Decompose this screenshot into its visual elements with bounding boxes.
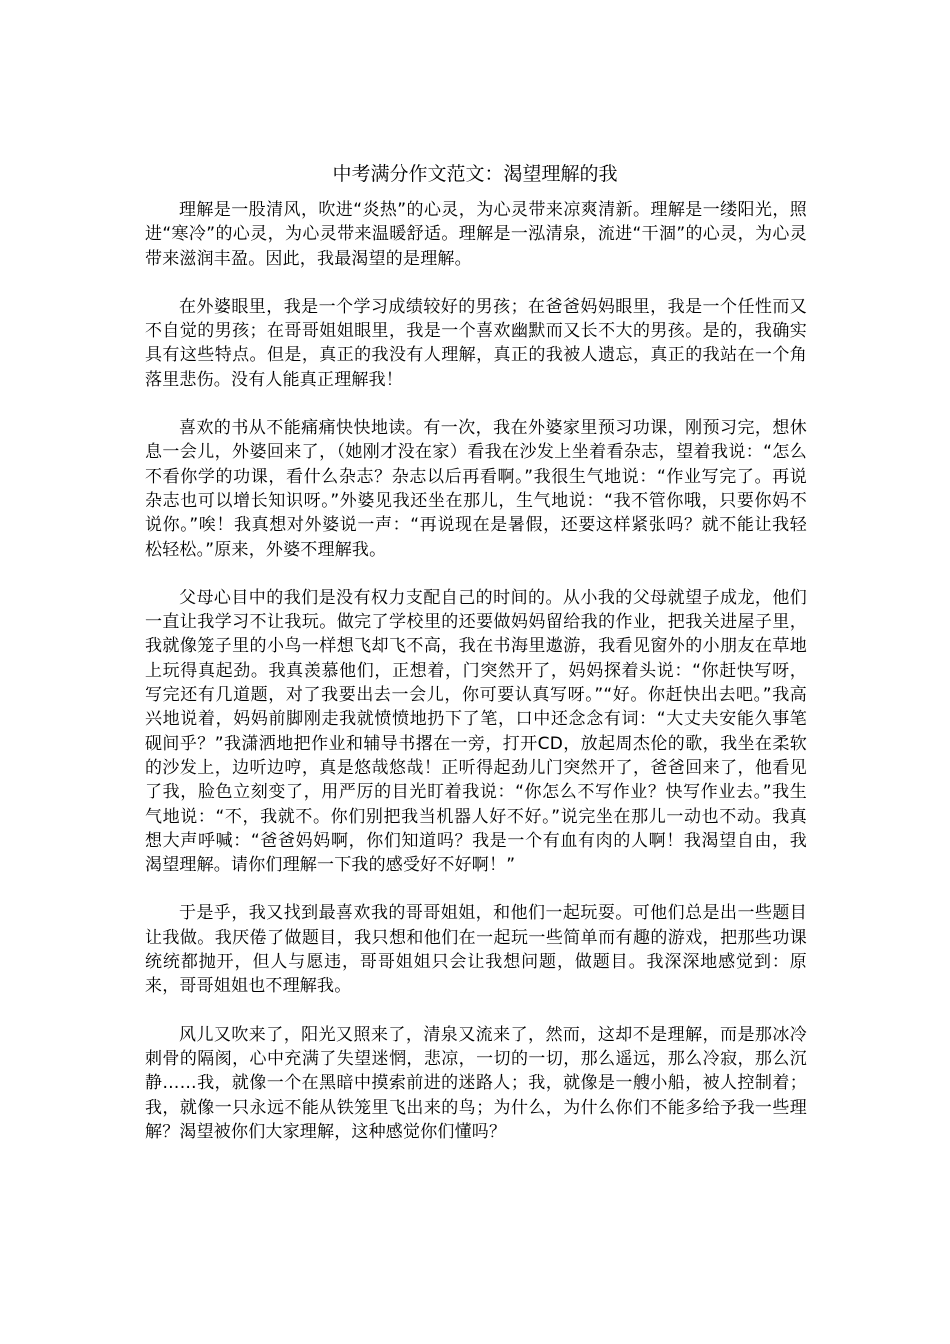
paragraph: 父母心目中的我们是没有权力支配自己的时间的。从小我的父母就望子成龙，他们一直让我学习不让我玩。做完了学校里的还要做妈妈留给我的作业，把我关进屋子里，我就像笼子里的小鸟一样想飞却飞不高，我在书海里遨游，我看见窗外的小朋友在草地上玩得真起劲。我真羡慕他们，正想着，门突然开了，妈妈探着头说：“你赶快写呀，写完还有几道题，对了我要出去一会儿，你可要认真写呀。”“好。你赶快出去吧。”我高兴地说着，妈妈前脚刚走我就愤愤地扔下了笔，口中还念念有词：“大丈夫安能久事笔砚间乎？”我潇洒地把作业和辅导书撂在一旁，打开CD，放起周杰伦的歌，我坐在柔软的沙发上，边听边哼，真是悠哉悠哉！正听得起劲儿门突然开了，爸爸回来了，他看见了我，脸色立刻变了，用严厉的目光盯着我说：“你怎么不写作业？快写作业去。”我生气地说：“不，我就不。你们别把我当机器人好不好。”说完坐在那儿一动也不动。我真想大声呼喊：“爸爸妈妈啊，你们知道吗？我是一个有血有肉的人啊！我渴望自由，我渴望理解。请你们理解一下我的感受好不好啊！” bbox=[145, 587, 807, 876]
document-body bbox=[145, 198, 807, 1168]
paragraph: 于是乎，我又找到最喜欢我的哥哥姐姐，和他们一起玩耍。可他们总是出一些题目让我做。我厌倦了做题目，我只想和他们在一起玩一些简单而有趣的游戏，把那些功课统统都抛开，但人与愿违，哥哥姐姐只会让我想问题，做题目。我深深地感觉到：原来，哥哥姐姐也不理解我。 bbox=[145, 903, 807, 997]
paragraph: 喜欢的书从不能痛痛快快地读。有一次，我在外婆家里预习功课，刚预习完，想休息一会儿，外婆回来了，（她刚才没在家）看我在沙发上坐着看杂志，望着我说：“怎么不看你学的功课，看什么杂志？杂志以后再看啊。”我很生气地说：“作业写完了。再说杂志也可以增长知识呀。”外婆见我还坐在那儿，生气地说：“我不管你哦，只要你妈不说你。”唉！我真想对外婆说一声：“再说现在是暑假，还要这样紧张吗？就不能让我轻松轻松。”原来，外婆不理解我。 bbox=[145, 418, 807, 560]
paragraph: 在外婆眼里，我是一个学习成绩较好的男孩；在爸爸妈妈眼里，我是一个任性而又不自觉的男孩；在哥哥姐姐眼里，我是一个喜欢幽默而又长不大的男孩。是的，我确实具有这些特点。但是，真正的我没有人理解，真正的我被人遗忘，真正的我站在一个角落里悲伤。没有人能真正理解我！ bbox=[145, 296, 807, 390]
paragraph: 理解是一股清风，吹进“炎热”的心灵，为心灵带来凉爽清新。理解是一缕阳光，照进“寒冷”的心灵，为心灵带来温暖舒适。理解是一泓清泉，流进“干涸”的心灵，为心灵带来滋润丰盈。因此，我最渴望的是理解。 bbox=[145, 200, 807, 269]
document-title: 中考满分作文范文：渴望理解的我 bbox=[332, 163, 618, 185]
paragraph: 风儿又吹来了，阳光又照来了，清泉又流来了，然而，这却不是理解，而是那冰冷刺骨的隔阂，心中充满了失望迷惘，悲凉，一切的一切，那么遥远，那么冷寂，那么沉静……我，就像一个在黑暗中摸索前进的迷路人；我，就像是一艘小船，被人控制着；我，就像一只永远不能从铁笼里飞出来的鸟；为什么，为什么你们不能多给予我一些理解？渴望被你们大家理解，这种感觉你们懂吗？ bbox=[145, 1024, 807, 1142]
